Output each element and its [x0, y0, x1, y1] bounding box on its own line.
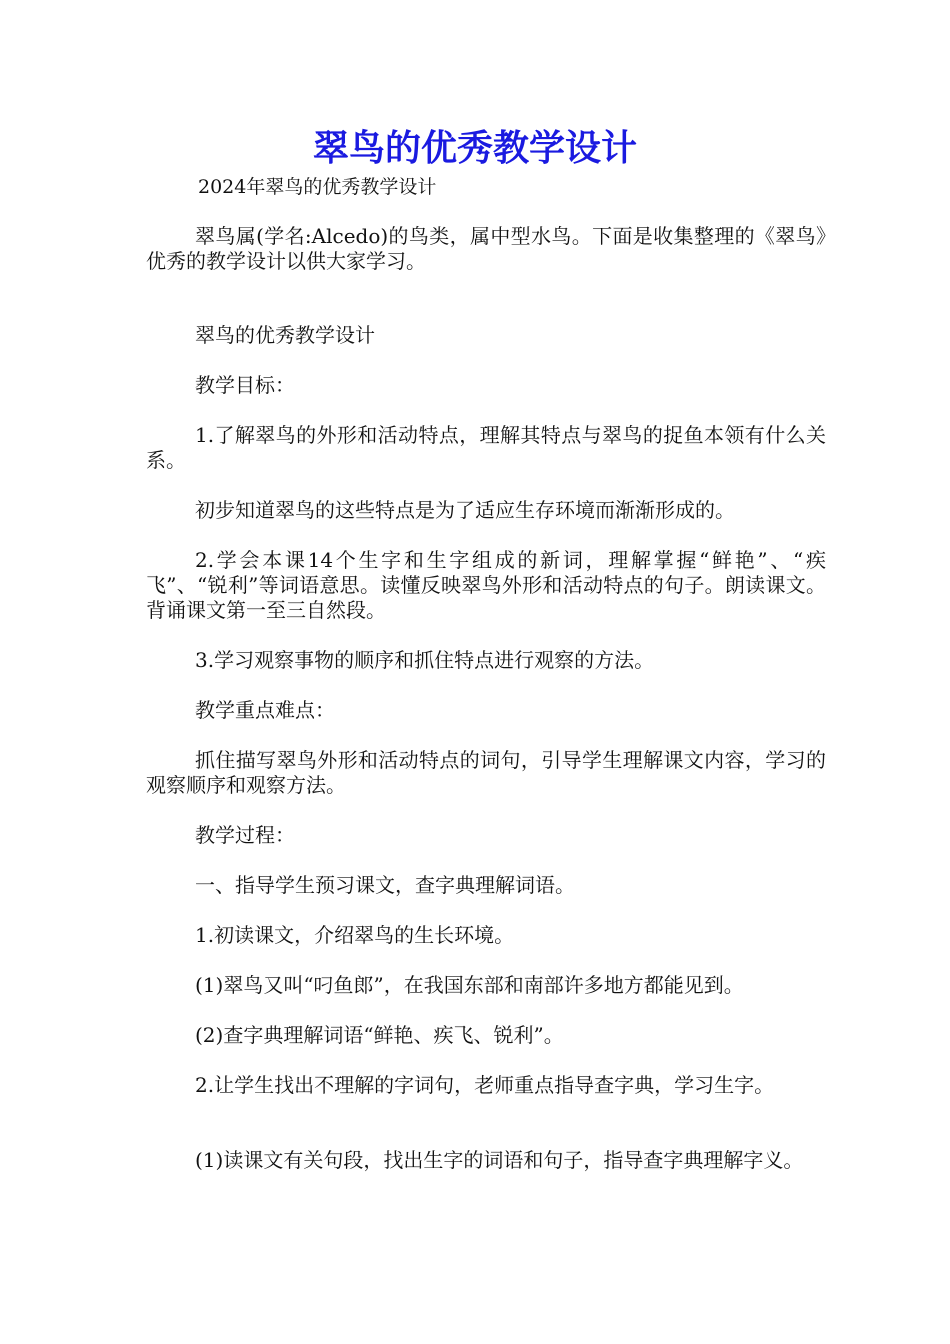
paragraph-step-1-1: 1.初读课文，介绍翠鸟的生长环境。 [195, 923, 515, 947]
paragraph-process-label: 教学过程： [195, 823, 295, 847]
paragraph-step-1-1-a: (1)翠鸟又叫“叼鱼郎”，在我国东部和南部许多地方都能见到。 [195, 973, 744, 997]
paragraph-goal-3: 3.学习观察事物的顺序和抓住特点进行观察的方法。 [195, 648, 655, 672]
paragraph-step-1: 一、指导学生预习课文，查字典理解词语。 [195, 873, 575, 897]
document-title: 翠鸟的优秀教学设计 [312, 127, 637, 169]
paragraph-step-1-1-b: (2)查字典理解词语“鲜艳、疾飞、锐利”。 [195, 1023, 564, 1047]
paragraph-goal-2: 2.学会本课14个生字和生字组成的新词，理解掌握“鲜艳”、“疾飞”、“锐利”等词语意思。读懂反映翠鸟外形和活动特点的句子。朗读课文。背诵课文第一至三自然段。 [146, 548, 826, 622]
paragraph-step-1-2-a: (1)读课文有关句段，找出生字的词语和句子，指导查字典理解字义。 [195, 1148, 804, 1172]
paragraph-intro: 翠鸟属(学名:Alcedo)的鸟类，属中型水鸟。下面是收集整理的《翠鸟》优秀的教学设计以供大家学习。 [146, 224, 826, 273]
paragraph-heading: 翠鸟的优秀教学设计 [195, 323, 375, 347]
paragraph-key-points-label: 教学重点难点： [195, 698, 335, 722]
paragraph-goals-label: 教学目标： [195, 373, 295, 397]
paragraph-goal-1: 1.了解翠鸟的外形和活动特点，理解其特点与翠鸟的捉鱼本领有什么关系。 [146, 423, 826, 472]
paragraph-goal-1-note: 初步知道翠鸟的这些特点是为了适应生存环境而渐渐形成的。 [195, 498, 735, 522]
document-subtitle: 2024年翠鸟的优秀教学设计 [198, 176, 437, 198]
paragraph-step-1-2: 2.让学生找出不理解的字词句，老师重点指导查字典，学习生字。 [195, 1073, 775, 1097]
paragraph-key-points: 抓住描写翠鸟外形和活动特点的词句，引导学生理解课文内容，学习的观察顺序和观察方法。 [146, 748, 826, 797]
